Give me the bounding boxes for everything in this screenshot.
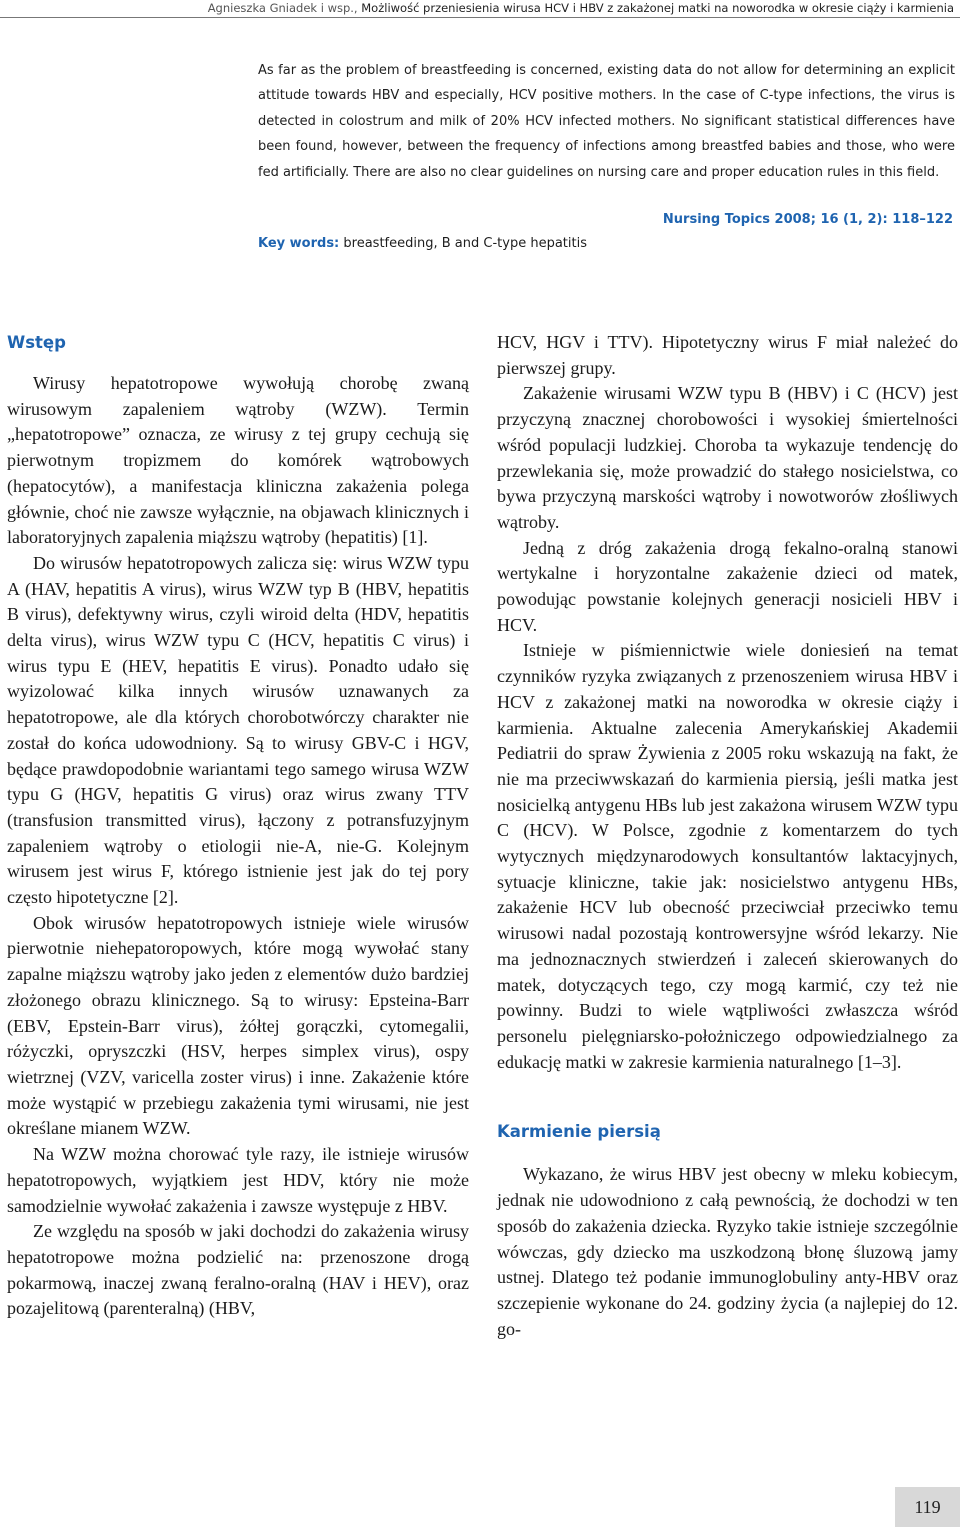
left-column — [7, 330, 469, 1322]
keywords — [258, 236, 587, 251]
paragraph: Wykazano, że wirus HBV jest obecny w mleku kobiecym, jednak nie udowodniono z całą pewnością, że dochodzi w ten sposób do zakażenia dziecka. Ryzyko takie istnieje szczególnie wówczas, gdy dziecko ma uszkodzoną błonę śluzową jamy ustnej. Dlatego też podanie immunoglobuliny anty-HBV oraz szczepienie wykonane do 24. godziny życia (a najlepiej do 12. go- — [497, 1164, 958, 1339]
page-number: 119 — [895, 1487, 960, 1527]
paragraph: Na WZW można chorować tyle razy, ile istnieje wirusów hepatotropowych, wyjątkiem jest HDV, który nie może samodzielnie wywołać zakażenia i zawsze występuje z HBV. — [7, 1144, 469, 1216]
running-head — [0, 0, 954, 16]
paragraph: Ze względu na sposób w jaki dochodzi do zakażenia wirusy hepatotropowe można podzielić na: przenoszone drogą pokarmową, inaczej zwaną feralno-oralną (HAV i HEV), oraz pozajelitową (parenteralną) (HBV, — [7, 1221, 469, 1319]
running-head-authors: Agnieszka Gniadek i wsp., — [207, 1, 358, 15]
running-head-rule — [0, 17, 960, 18]
section-heading-karmienie-piersia: Karmienie piersią — [497, 1122, 661, 1142]
running-head-title: Możliwość przeniesienia wirusa HCV i HBV z zakażonej matki na noworodka w okresie ciąży i karmienia — [361, 1, 954, 15]
keywords-text: breastfeeding, B and C-type hepatitis — [343, 236, 587, 251]
paragraph: Istnieje w piśmiennictwie wiele doniesień na temat czynników ryzyka związanych z przenoszeniem wirusa HBV i HCV z zakażonej matki na noworodka w okresie ciąży i karmienia. Aktualne zalecenia Amerykańskiej Akademii Pediatrii do spraw Żywienia z 2005 roku wskazują na fakt, że nie ma przeciwwskazań do karmienia piersią, jeśli matka jest nosicielką antygenu HBs lub jest zakażona wirusem WZW typu C (HCV). W Polsce, zgodnie z komentarzem do tych wytycznych międzynarodowych konsultantów laktacyjnych, sytuacje kliniczne, takie jak: nosicielstwo antygenu HBs, zakażenie HCV lub obecność przeciwciał przeciwko temu wirusowi nadal pozostają kontrowersyjne wśród lekarzy. Nie ma jednoznacznych stwierdzeń i zaleceń skierowanych do matek, dotyczących tego, czy mogą karmić, czy też nie powinny. Budzi to wiele wątpliwości zwłaszcza wśród personelu pielęgniarsko-położniczego odpowiedzialnego za edukację matki w zakresie karmienia naturalnego [1–3]. — [497, 640, 958, 1072]
right-column — [497, 330, 958, 1342]
paragraph: Obok wirusów hepatotropowych istnieje wiele wirusów pierwotnie niehepatoropowych, które mogą wywołać stany zapalne miąższu wątroby jako jeden z elementów dużo bardziej złożonego obrazu klinicznego. Są to wirusy: Epsteina-Barr (EBV, Epstein-Barr virus), żółtej gorączki, cytomegalii, różyczki, opryszczki (HSV, herpes simplex virus), ospy wietrznej (VZV, varicella zoster virus) i inne. Zakażenie które może wystąpić w przebiegu zakażenia tymi wirusami, nie jest określane mianem WZW. — [7, 912, 469, 1139]
paragraph: Jedną z dróg zakażenia drogą fekalno-oralną stanowi wertykalne i horyzontalne zakażenie dzieci od matek, powodując powstanie kolejnych generacji nosicieli HBV i HCV. — [497, 537, 958, 635]
paragraph: HCV, HGV i TTV). Hipotetyczny wirus F miał należeć do pierwszej grupy. — [497, 332, 958, 378]
section-heading-wstep: Wstęp — [7, 333, 66, 352]
journal-citation: Nursing Topics 2008; 16 (1, 2): 118–122 — [662, 212, 953, 227]
paragraph: Do wirusów hepatotropowych zalicza się: wirus WZW typu A (HAV, hepatitis A virus), wirus WZW typ B (HBV, hepatitis B virus), defektywny wirus, czyli wiroid delta (HDV, hepatitis delta virus), wirus WZW typu C (HCV, hepatitis C virus) i wirus typu E (HEV, hepatitis E virus). Ponadto udało się wyizolować kilka innych wirusów uznawanych za hepatotropowe, ale dla których chorobotwórczy charakter nie został do końca udowodniony. Są to wirusy GBV-C i HGV, będące prawdopodobnie wariantami tego samego wirusa WZW typu G (HGV, hepatitis G virus) oraz wirus zwany TTV (transfusion transmitted virus), łączony z potransfuzyjnym zapaleniem wątroby o etiologii nie-A, nie-G. Kolejnym wirusem jest wirus F, którego istnienie jest jak do tej pory często hipotetyczne [2]. — [7, 552, 469, 908]
abstract: As far as the problem of breastfeeding is concerned, existing data do not allow for determining an explicit attitude towards HBV and especially, HCV positive mothers. In the case of C-type infections, the virus is detected in colostrum and milk of 20% HCV infected mothers. No significant statistical differences have been found, however, between the frequency of infections among breastfed babies and those, who were fed artificially. There are also no clear guidelines on nursing care and proper education rules in this field. — [258, 63, 955, 180]
keywords-label: Key words: — [258, 236, 340, 251]
paragraph: Zakażenie wirusami WZW typu B (HBV) i C (HCV) jest przyczyną znacznej chorobowości i wysokiej śmiertelności wśród populacji ludzkiej. Choroba ta wykazuje tendencję do przewlekania się, może prowadzić do stałego nosicielstwa, co bywa przyczyną marskości wątroby i nowotworów złośliwych wątroby. — [497, 383, 958, 532]
paragraph: Wirusy hepatotropowe wywołują chorobę zwaną wirusowym zapaleniem wątroby (WZW). Termin „hepatotropowe” oznacza, ze wirusy z tej grupy cechują się pierwotnym tropizmem do komórek wątrobowych (hepatocytów), a manifestacja kliniczna zakażenia polega głównie, choć nie zawsze wyłącznie, na objawach klinicznych i laboratoryjnych zapalenia miąższu wątroby (hepatitis) [1]. — [7, 373, 469, 548]
